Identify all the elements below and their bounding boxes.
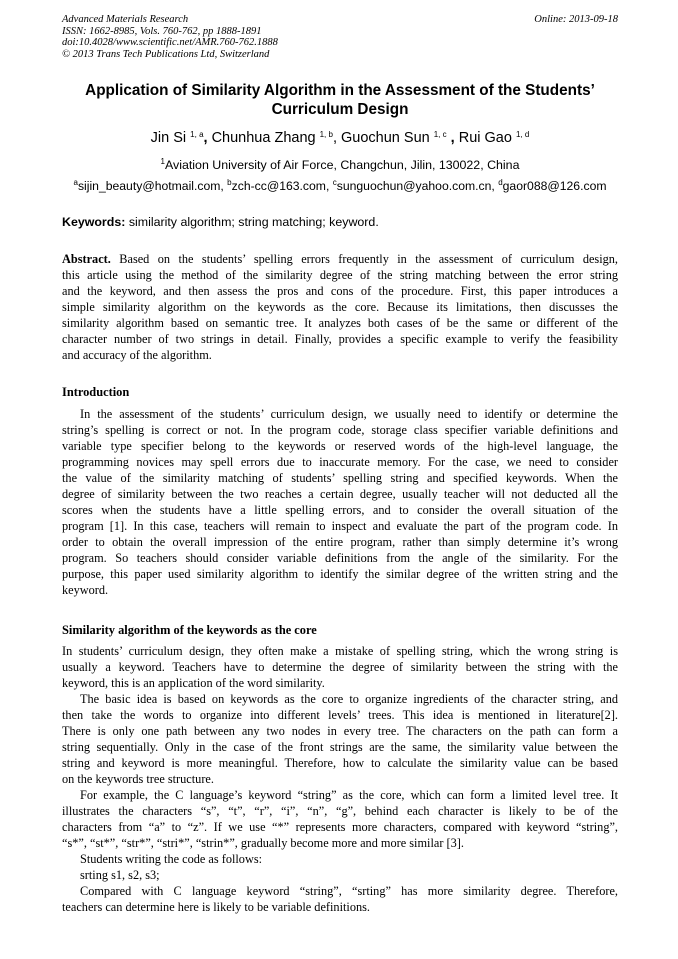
email-mark: b — [227, 178, 232, 187]
paragraph-line: program [1]. In this case, teachers will remain to inspect and evaluate the part of the program code. In — [62, 519, 618, 533]
abstract-line: and accuracy of the algorithm. — [62, 348, 212, 362]
author-list: Jin Si $^{1, a}$, Chunhua Zhang $^{1, b}$, Guochun Sun $^{1, c}$ , Rui Gao $^{1, d}$ — [150, 130, 530, 146]
email-mark: c — [332, 178, 337, 187]
abstract-line: similarity algorithm based on semantic tree. It analyzes both cases of be the same or different of the — [62, 316, 618, 330]
paragraph-line: There is only one path between any two nodes in every tree. The characters on the path can form a — [62, 724, 618, 738]
affiliation — [62, 157, 618, 173]
abstract-line: simple similarity algorithm on the keywords as the core. Because its limitations, then discusses the — [62, 300, 618, 314]
abstract-line: and the keyword, and then assess the pros and cons of the procedure. First, this paper introduces a — [62, 284, 618, 298]
abstract-line: character number of two strings in detail. Finally, provides a specific example to verify the feasibility — [62, 332, 618, 346]
author-name: Chunhua Zhang — [211, 130, 316, 146]
paragraph-line: on the keywords tree structure. — [62, 772, 214, 786]
section-heading-introduction: Introduction — [62, 385, 130, 399]
paragraph-line: programming novices may spell errors due to inaccurate memory. For the case, we need to consider — [62, 455, 618, 469]
introduction-paragraph — [62, 406, 618, 598]
paragraph-line: keyword. — [62, 583, 109, 597]
paragraph-line: In students’ curriculum design, they often make a mistake of spelling string, which the wrong string is — [62, 644, 618, 658]
author-name: Rui Gao — [458, 130, 512, 146]
paragraph-line: scores when the students have a little spelling errors, and to consider the overall situation of the — [62, 503, 618, 517]
paragraph-line: “s*”, “st*”, “str*”, “stri*”, “strin*”, gradually become more and more similar [3]. — [62, 836, 464, 850]
keywords-text: similarity algorithm; string matching; keyword. — [128, 215, 379, 229]
paragraph-line: string sequentially. Only in the case of the front strings are the same, the similarity value between the — [62, 740, 618, 754]
keywords-line — [62, 214, 618, 230]
paper-title — [62, 81, 618, 119]
issn-line: ISSN: 1662-8985, Vols. 760-762, pp 1888-1891 — [62, 25, 262, 37]
paragraph-line: program. So teachers should consider variable definitions from the angle of the similarity. For the — [62, 551, 618, 565]
paragraph-line: then take the words to organize into different levels’ trees. This idea is mentioned in literature[2]. — [62, 708, 618, 722]
paragraph-line: string and keyword is more meaningful. Therefore, how to calculate the similarity value can be based — [62, 756, 618, 770]
online-date: Online: 2013-09-18 — [534, 14, 618, 25]
email-address[interactable]: gaor088@126.com — [502, 179, 607, 193]
paragraph-line: order to obtain the overall impression of the entire program, rather than simply determine it’s wrong — [62, 535, 618, 549]
author-affiliation-mark: 1, d — [515, 130, 530, 139]
journal-name: Advanced Materials Research — [62, 14, 189, 25]
paragraph-line: teachers can determine here is likely to be variable definitions. — [62, 900, 370, 914]
abstract — [62, 251, 618, 363]
section-heading-similarity: Similarity algorithm of the keywords as the core — [62, 623, 317, 637]
paragraph-line: keyword, this is an application of the word similarity. — [62, 676, 325, 690]
code-line: srting s1, s2, s3; — [80, 868, 160, 882]
paragraph-line: degree of similarity between the two reaches a certain degree, usually teacher will not deducted all the — [62, 487, 618, 501]
author-affiliation-mark: 1, c — [433, 130, 447, 139]
title-line: Curriculum Design — [271, 101, 409, 118]
author-affiliation-mark: 1, a — [190, 130, 204, 139]
paragraph-line: Compared with C language keyword “string”, “srting” has more similarity degree. Therefore, — [80, 884, 618, 898]
paragraph-line: variable type specifier belong to the keywords or reserved words of the high-level language, the — [62, 439, 618, 453]
paragraph-line: usually a keyword. Teachers have to determine the degree of similarity between the string with the — [62, 660, 618, 674]
paragraph-line: In the assessment of the students’ curriculum design, we usually need to identify or determine the — [80, 407, 618, 421]
paragraph-line: the value of the similarity matching of students’ spelling string and specified keywords. When the — [62, 471, 618, 485]
paragraph-line: illustrates the characters “s”, “t”, “r”, “i”, “n”, “g”, behind each character is likely to be of the — [62, 804, 618, 818]
email-mark: a — [73, 178, 78, 187]
email-address[interactable]: zch-cc@163.com — [231, 179, 326, 193]
paragraph-line: purpose, this paper used similarity algorithm to identify the similar degree of the written string and the — [62, 567, 618, 581]
page-header — [62, 14, 618, 60]
doi-line: doi:10.4028/www.scientific.net/AMR.760-762.1888 — [62, 37, 278, 48]
email-list: $^a$sijin_beauty@hotmail.com, $^b$zch-cc@163.com, $^c$sunguochun@yahoo.com.cn, $^d$gaor088@126.com — [73, 178, 607, 193]
author-name: Guochun Sun — [341, 130, 430, 146]
abstract-label: Abstract. — [62, 252, 111, 266]
abstract-line: this article using the method of the similarity degree of the string matching between the error string — [62, 268, 618, 282]
author-name: Jin Si — [150, 130, 187, 146]
keywords-label: Keywords: — [62, 215, 126, 229]
email-address[interactable]: sijin_beauty@hotmail.com — [77, 179, 221, 193]
section-body — [62, 643, 618, 915]
paragraph-line: Students writing the code as follows: — [80, 852, 263, 866]
email-address[interactable]: sunguochun@yahoo.com.cn — [336, 179, 492, 193]
author-affiliation-mark: 1, b — [319, 130, 333, 139]
affiliation-text: Aviation University of Air Force, Changchun, Jilin, 130022, China — [164, 158, 520, 172]
paragraph-line: The basic idea is based on keywords as the core to organize ingredients of the character string, and — [80, 692, 618, 706]
paragraph-line: string’s spelling is correct or not. In the program code, storage class specifier variable definitions and — [62, 423, 618, 437]
email-mark: d — [498, 178, 503, 187]
paragraph-line: characters from “a” to “z”. If we use “*” represents more characters, compared with keyword “string”, — [62, 820, 618, 834]
copyright-line: © 2013 Trans Tech Publications Ltd, Switzerland — [62, 48, 270, 60]
affiliation-mark: 1 — [160, 157, 165, 166]
abstract-line: Based on the students’ spelling errors frequently in the assessment of curriculum design, — [119, 252, 618, 266]
title-line: Application of Similarity Algorithm in the Assessment of the Students’ — [85, 82, 595, 99]
paragraph-line: For example, the C language’s keyword “string” as the core, which can form a limited level tree. It — [80, 788, 618, 802]
